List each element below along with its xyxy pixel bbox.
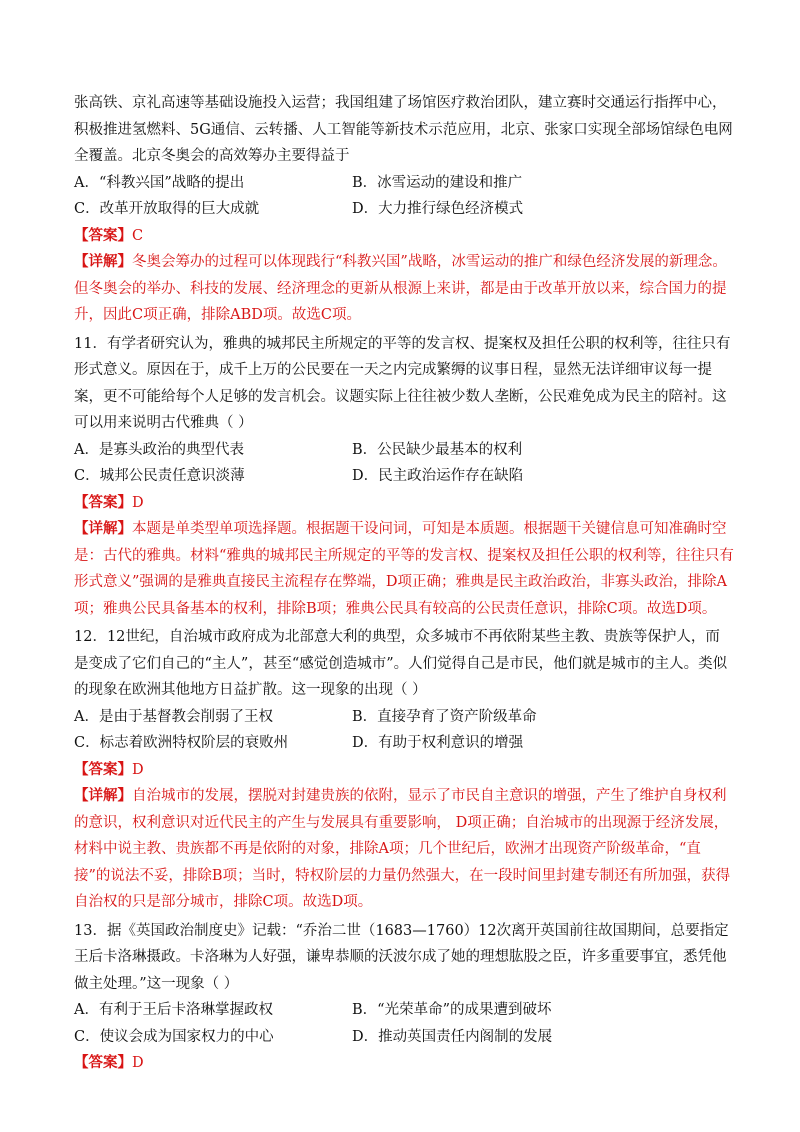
detail-text: 本题是单类型单项选择题。根据题干设问词，可知是本质题。根据题干关键信息可知准确时空是：古代的雅典。材料“雅典的城邦民主所规定的平等的发言权、提案权及担任公职的权利等，往往只有形式意义”强调的是雅典直接民主流程存在弊端，D项正确；雅典是民主政治政治，非寡头政治，排除A项；雅典公民具备基本的权利，排除B项；雅典公民具有较高的公民责任意识，排除C项。故选D项。: [74, 521, 734, 617]
q10-option-b: B．冰雪运动的建设和推广: [352, 174, 523, 191]
answer-value: D: [132, 1055, 144, 1071]
detail-text: 冬奥会筹办的过程可以体现践行“科教兴国”战略，冰雪运动的推广和绿色经济发展的新理念。但冬奥会的举办、科技的发展、经济理念的更新从根源上来讲，都是由于改革开放以来，综合国力的提升，因此C项正确，排除ABD项。故选C项。: [74, 254, 727, 323]
q11-options: [74, 437, 734, 490]
q12-detail: [74, 783, 734, 916]
q12-options: [74, 704, 734, 757]
answer-label: 【答案】: [74, 1054, 132, 1071]
q10-answer: [74, 223, 734, 250]
q12-option-c: C．标志着欧洲特权阶层的衰败州: [74, 735, 289, 751]
q13-option-d: D．推动英国责任内阁制的发展: [352, 1028, 553, 1045]
q11-answer: [74, 490, 734, 517]
q13-answer: [74, 1050, 734, 1077]
q10-options: [74, 170, 734, 223]
document-page: [74, 90, 734, 1077]
answer-value: C: [132, 227, 144, 244]
q12-option-a: A．是由于基督教会削弱了王权: [74, 708, 273, 725]
q12-stem: 12．12世纪，自治城市政府成为北部意大利的典型，众多城市不再依附某些主教、贵族等保护人，而是变成了它们自己的“主人”，甚至“感觉创造城市”。人们觉得自己是市民，他们就是城市的主人。类似的现象在欧洲其他地方日益扩散。这一现象的出现（ ）: [74, 629, 728, 698]
q10-option-d: D．大力推行绿色经济模式: [352, 201, 524, 217]
q13-option-c: C．使议会成为国家权力的中心: [74, 1028, 274, 1045]
detail-label: 【详解】: [74, 520, 132, 537]
detail-text: 自治城市的发展，摆脱对封建贵族的依附，显示了市民自主意识的增强，产生了维护自身权利的意识，权利意识对近代民主的产生与发展具有重要影响， D项正确；自治城市的出现源于经济发展，材料中说主教、贵族都不再是依附的对象，排除A项；几个世纪后，欧洲才出现资产阶级革命，“直接”的说法不妥，排除B项；当时，特权阶层的力量仍然强大，在一段时间里封建专制还有所加强，获得自治权的只是部分城市，排除C项。故选D项。: [74, 788, 731, 910]
q10-option-a: A．“科教兴国”战略的提出: [74, 174, 245, 191]
q12-answer: [74, 757, 734, 784]
answer-value: D: [132, 761, 144, 778]
answer-label: 【答案】: [74, 760, 132, 778]
detail-label: 【详解】: [74, 787, 132, 804]
q11-detail: [74, 516, 734, 622]
q11-option-b: B．公民缺少最基本的权利: [352, 441, 523, 458]
q11-option-c: C．城邦公民责任意识淡薄: [74, 468, 245, 484]
q13-stem: 13．据《英国政治制度史》记载：“乔治二世（1683—1760）12次离开英国前往故国期间，总要指定王后卡洛琳摄政。卡洛琳为人好强，谦卑恭顺的沃波尔成了她的理想肱股之臣，许多重要事宜，悉凭他做主处理。”这一现象（ ）: [74, 922, 729, 992]
q13-option-a: A．有利于王后卡洛琳掌握政权: [74, 1002, 273, 1018]
q10-detail: [74, 249, 734, 329]
answer-label: 【答案】: [74, 226, 132, 244]
q10-option-c: C．改革开放取得的巨大成就: [74, 201, 260, 217]
detail-label: 【详解】: [74, 253, 132, 270]
q10-stem: 张高铁、京礼高速等基础设施投入运营；我国组建了场馆医疗救治团队，建立赛时交通运行指挥中心，积极推进氢燃料、5G通信、云转播、人工智能等新技术示范应用，北京、张家口实现全部场馆绿色电网全覆盖。北京冬奥会的高效筹办主要得益于: [74, 95, 733, 164]
q11-option-a: A．是寡头政治的典型代表: [74, 441, 244, 458]
answer-label: 【答案】: [74, 493, 132, 511]
q11-stem: 11．有学者研究认为，雅典的城邦民主所规定的平等的发言权、提案权及担任公职的权利等，往往只有形式意义。原因在于，成千上万的公民要在一天之内完成繁缛的议事日程，显然无法详细审议每一提案，更不可能给每个人足够的发言机会。议题实际上往往被少数人垄断，公民难免成为民主的陪衬。这可以用来说明古代雅典（ ）: [74, 335, 731, 431]
q13-options: [74, 997, 734, 1050]
q13-option-b: B．“光荣革命”的成果遭到破坏: [352, 1002, 552, 1018]
q11-option-d: D．民主政治运作存在缺陷: [352, 468, 524, 484]
q12-option-d: D．有助于权利意识的增强: [352, 735, 524, 751]
answer-value: D: [132, 494, 144, 511]
q12-option-b: B．直接孕育了资产阶级革命: [352, 708, 537, 725]
